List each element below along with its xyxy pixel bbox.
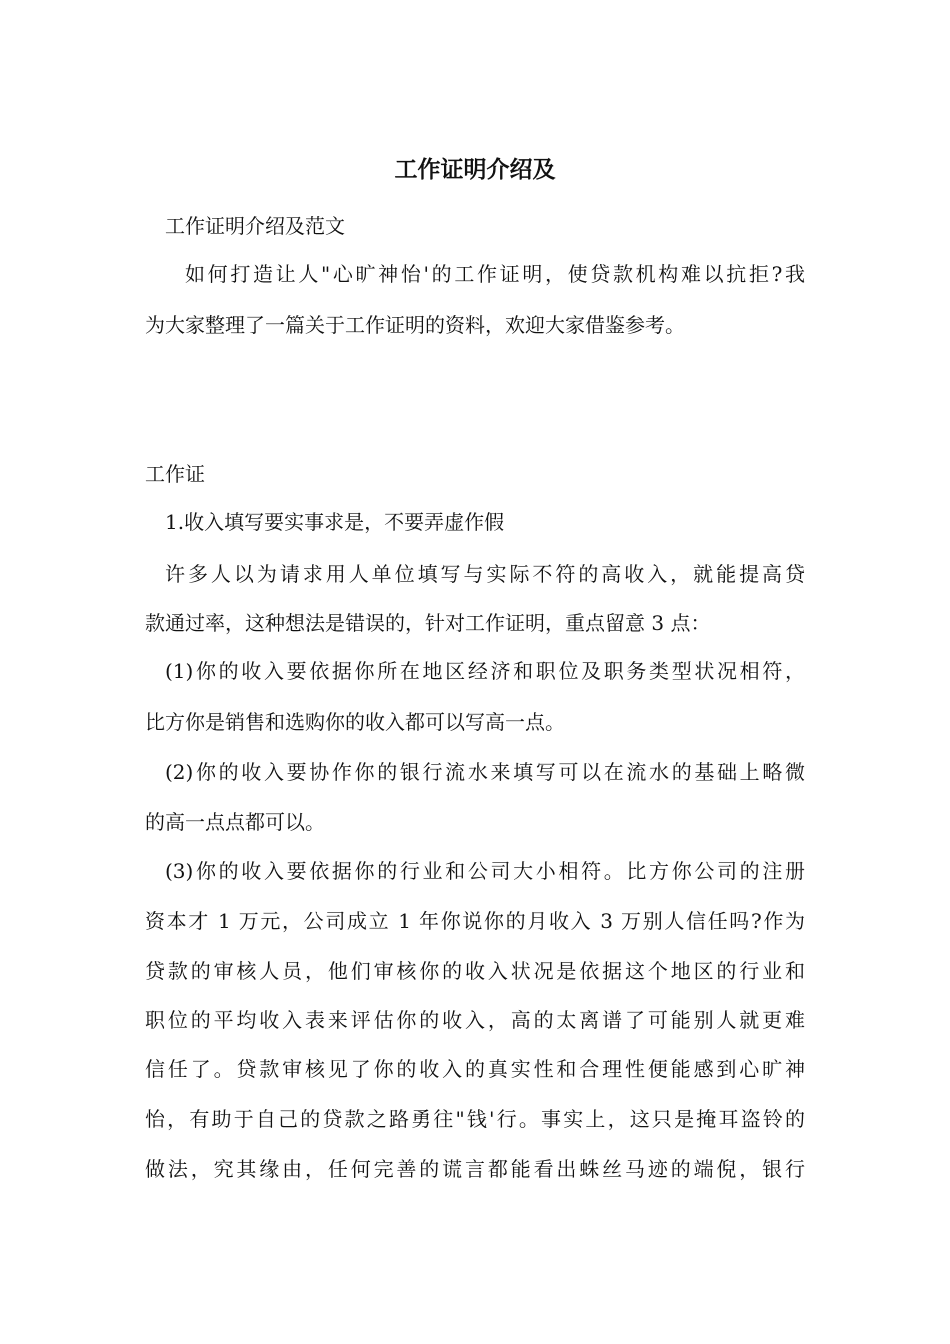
document-subtitle: 工作证明介绍及范文 xyxy=(165,214,345,238)
item2-line-1: (2)你的收入要协作你的银行流水来填写可以在流水的基础上略微 xyxy=(165,760,805,784)
item2-line-2: 的高一点点都可以。 xyxy=(145,810,325,834)
item3-line-6: 怡，有助于自己的贷款之路勇往"钱'行。事实上，这只是掩耳盗铃的 xyxy=(145,1107,805,1131)
para1-line-2: 款通过率，这种想法是错误的，针对工作证明，重点留意 3 点： xyxy=(145,611,711,635)
intro-line-1: 如何打造让人"心旷神怡'的工作证明，使贷款机构难以抗拒?我 xyxy=(185,262,805,286)
item3-line-3: 贷款的审核人员，他们审核你的收入状况是依据这个地区的行业和 xyxy=(145,959,805,983)
document-title: 工作证明介绍及 xyxy=(394,156,556,183)
item3-line-5: 信任了。贷款审核见了你的收入的真实性和合理性便能感到心旷神 xyxy=(145,1057,805,1081)
intro-line-2: 为大家整理了一篇关于工作证明的资料，欢迎大家借鉴参考。 xyxy=(145,313,685,337)
item1-line-1: (1)你的收入要依据你所在地区经济和职位及职务类型状况相符， xyxy=(165,659,805,683)
item3-line-1: (3)你的收入要依据你的行业和公司大小相符。比方你公司的注册 xyxy=(165,859,805,883)
item3-line-4: 职位的平均收入表来评估你的收入，高的太离谱了可能别人就更难 xyxy=(145,1008,805,1032)
item3-line-7: 做法，究其缘由，任何完善的谎言都能看出蛛丝马迹的端倪，银行 xyxy=(145,1157,805,1181)
para1-line-1: 许多人以为请求用人单位填写与实际不符的高收入，就能提高贷 xyxy=(165,562,805,586)
item1-line-2: 比方你是销售和选购你的收入都可以写高一点。 xyxy=(145,710,565,734)
section-heading: 工作证 xyxy=(145,462,205,486)
point1-heading: 1.收入填写要实事求是，不要弄虚作假 xyxy=(165,510,505,534)
item3-line-2: 资本才 1 万元，公司成立 1 年你说你的月收入 3 万别人信任吗?作为 xyxy=(145,909,805,933)
